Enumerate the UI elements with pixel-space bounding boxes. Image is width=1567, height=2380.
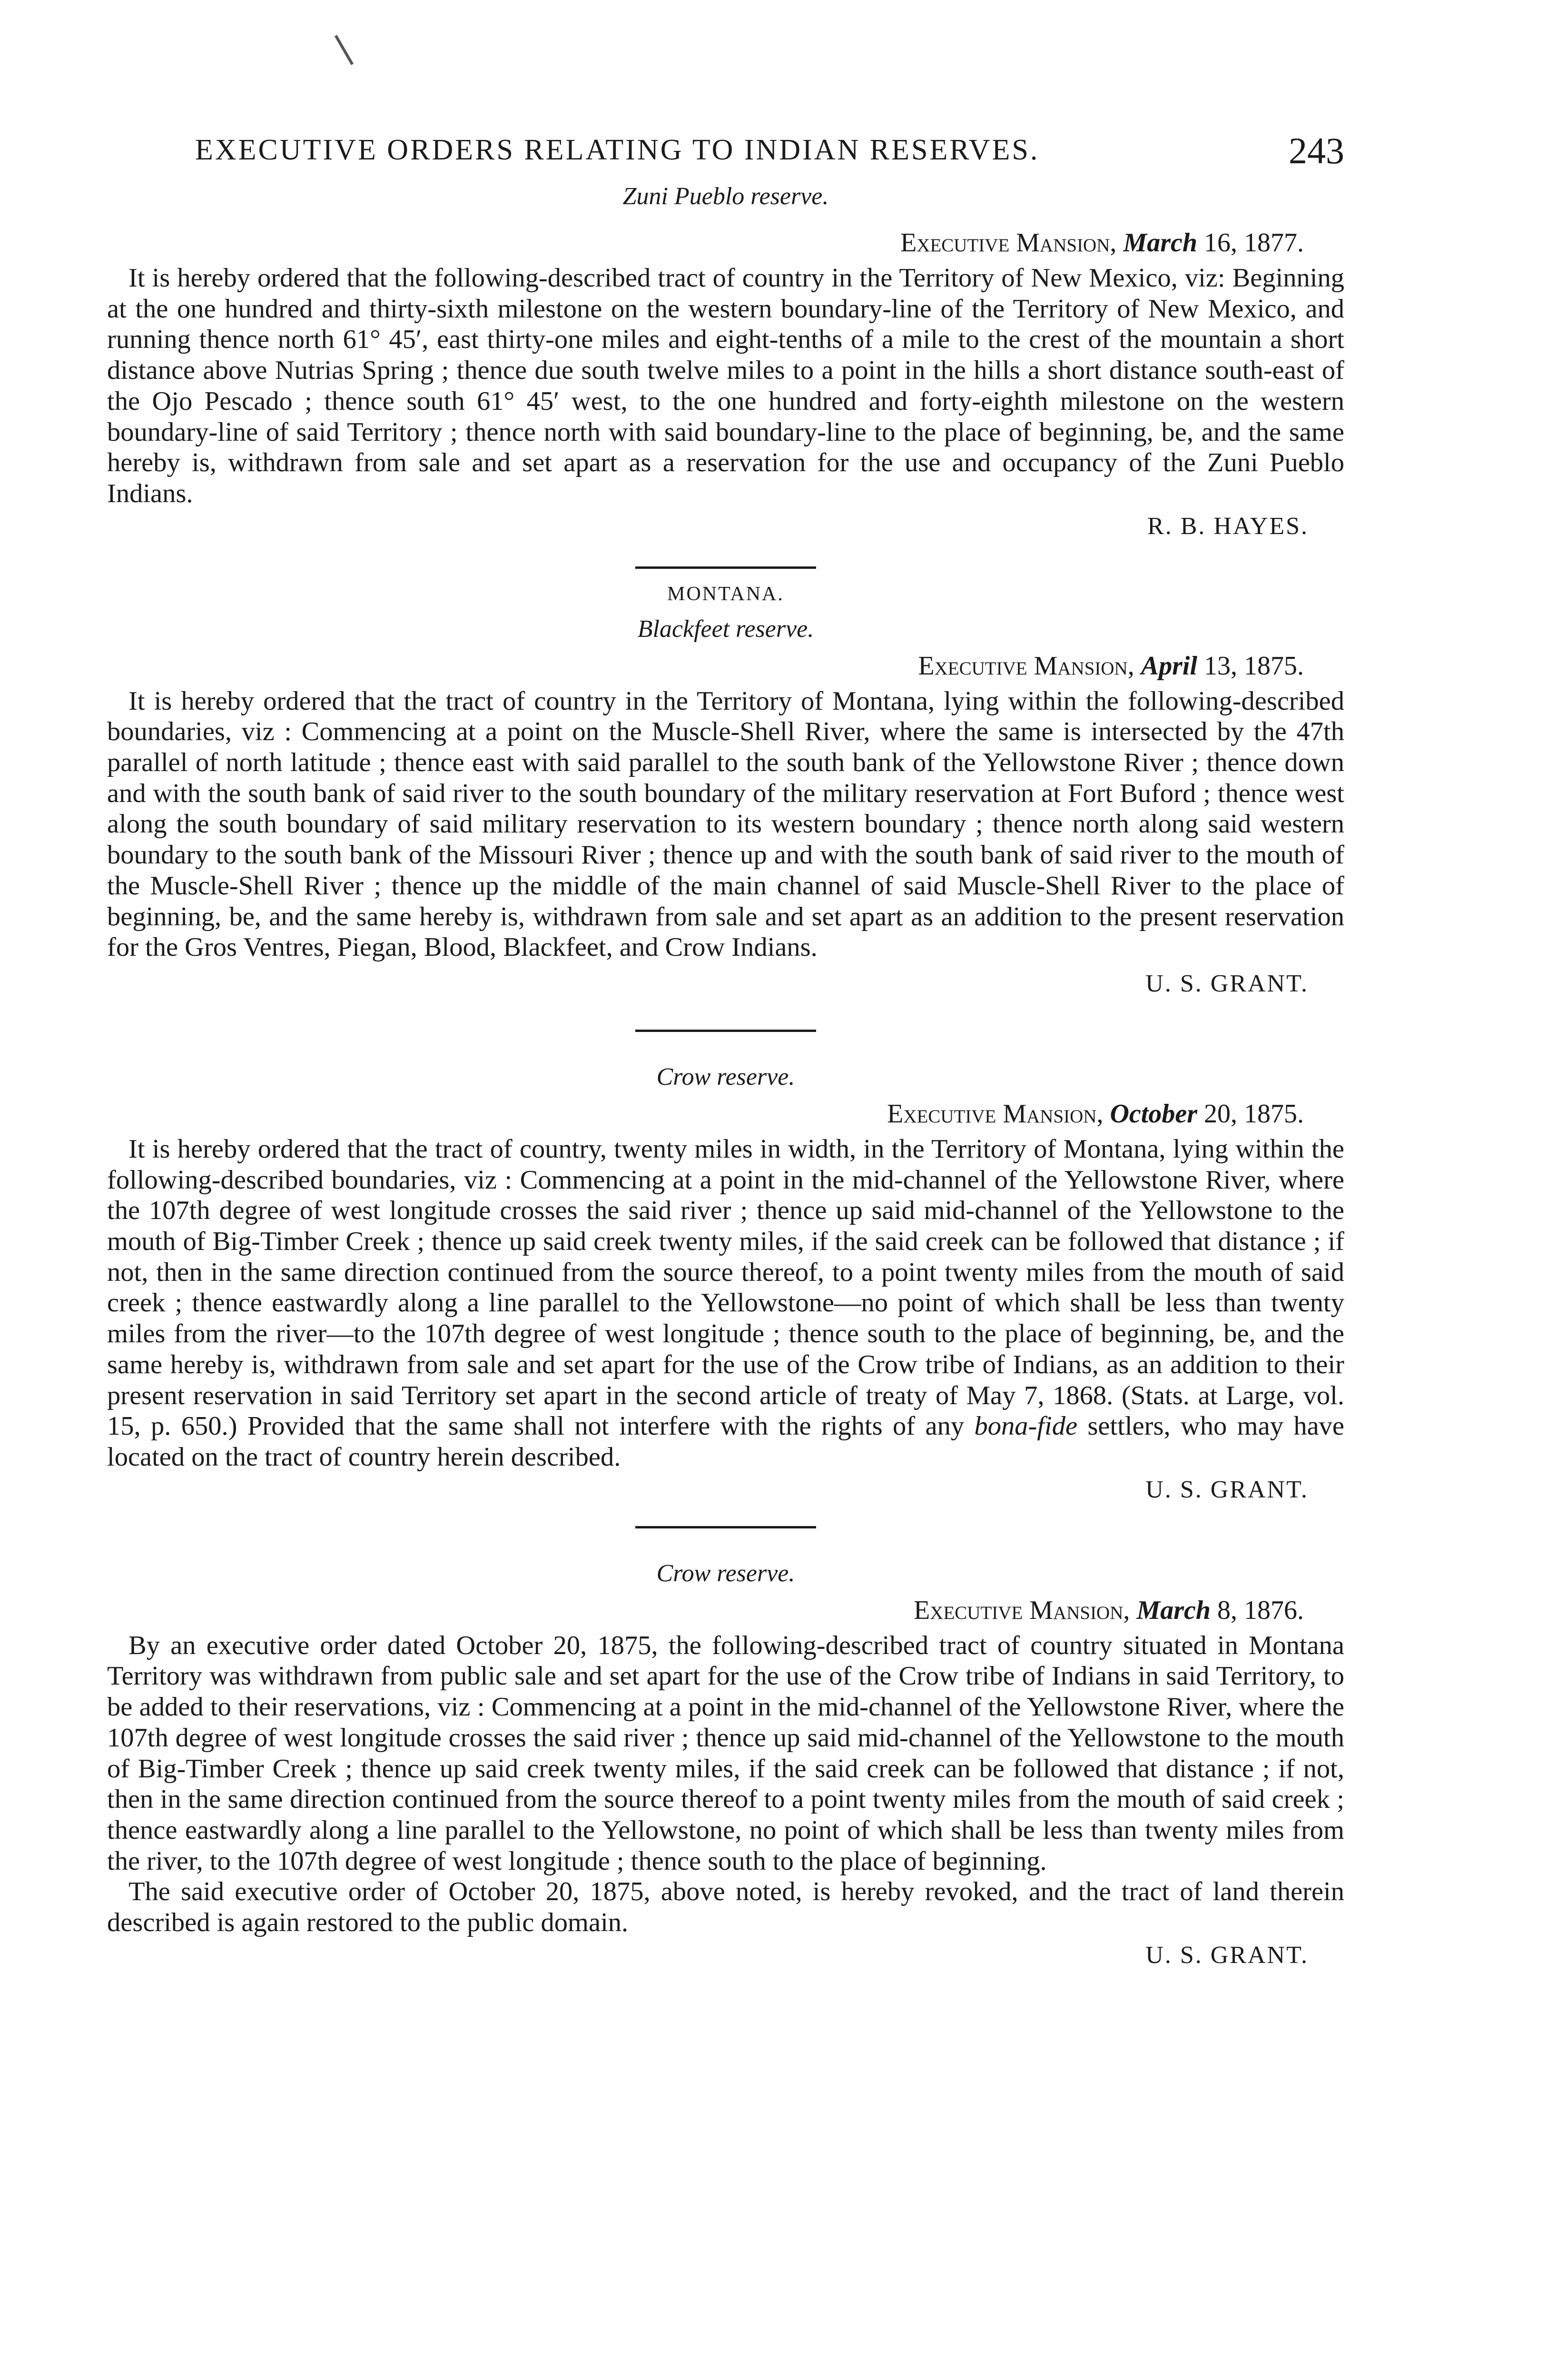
signature: U. S. GRANT. (1145, 970, 1309, 997)
scan-mark (335, 35, 354, 65)
page-number: 243 (1289, 130, 1344, 171)
dateline-place: Executive Mansion, (918, 651, 1134, 681)
signature: U. S. GRANT. (1145, 1476, 1309, 1503)
section-heading: Zuni Pueblo reserve. (622, 183, 829, 210)
state-heading: MONTANA. (667, 583, 784, 605)
section-zuni-pueblo (107, 180, 1344, 544)
dateline-place: Executive Mansion, (887, 1099, 1104, 1129)
dateline-place: Executive Mansion, (900, 228, 1117, 258)
dateline (107, 646, 1344, 686)
section-heading: Crow reserve. (656, 1559, 795, 1587)
order-text-revocation: The said executive order of October 20, 1875, above noted, is hereby revoked, and the tract of land therein described is again restored to the public domain. (107, 1877, 1344, 1938)
order-text-end: settlers, who may have located on the tract of country herein described. (107, 1411, 1345, 1472)
dateline-year: 20, 1875. (1204, 1099, 1304, 1129)
dateline-year: 8, 1876. (1217, 1595, 1304, 1625)
section-divider (635, 566, 816, 569)
section-divider (635, 1526, 816, 1528)
section-crow-1876 (107, 1557, 1344, 1973)
book-page (107, 119, 1344, 1973)
running-head (107, 119, 1344, 171)
dateline (107, 1590, 1344, 1630)
dateline-month: March (1136, 1595, 1211, 1625)
order-text-main: It is hereby ordered that the tract of country, twenty miles in width, in the Territory of Montana, lying within the following-described boundaries, viz : Commencing at a point in the mid-channel of the Yellowstone River, where the 107th degree of west longitude crosses the said river ; thence up said mid-channel of the Yellowstone to the mouth of Big-Timber Creek ; thence up said creek twenty miles, if the said creek can be followed that distance ; if not, then in the same direction continued from the source thereof, to a point twenty miles from the mouth of said creek ; thence eastwardly along a line parallel to the Yellowstone—no point of which shall be less than twenty miles from the river—to the 107th degree of west longitude ; thence south to the place of beginning, be, and the same hereby is, withdrawn from sale and set apart for the use of the Crow tribe of Indians, as an addition to their present reservation in said Territory set apart in the second article of treaty of May 7, 1868. (Stats. at Large, vol. 15, p. 650.) Provided that the same shall not interfere with the rights of any (107, 1134, 1344, 1441)
section-divider (635, 1030, 816, 1032)
order-text: By an executive order dated October 20, 1875, the following-described tract of country situated in Montana Territory was withdrawn from public sale and set apart for the use of the Crow tribe of Indians in said Territory, to be added to their reservations, viz : Commencing at a point in the mid-channel of the Yellowstone River, where the 107th degree of west longitude crosses the said river ; thence up said mid-channel of the Yellowstone to the mouth of Big-Timber Creek ; thence up said creek twenty miles, if the said creek can be followed that distance ; if not, then in the same direction continued from the source thereof to a point twenty miles from the mouth of said creek ; thence eastwardly along a line parallel to the Yellowstone, no point of which shall be less than twenty miles from the river, to the 107th degree of west longitude ; thence south to the place of beginning. (107, 1630, 1344, 1876)
running-head-title: EXECUTIVE ORDERS RELATING TO INDIAN RESERVES. (195, 134, 1040, 166)
section-heading: Blackfeet reserve. (637, 615, 814, 643)
dateline-month: April (1141, 651, 1197, 681)
section-blackfeet (107, 578, 1344, 1001)
section-crow-1875 (107, 1061, 1344, 1507)
signature: U. S. GRANT. (1145, 1941, 1309, 1969)
dateline-year: 13, 1875. (1204, 651, 1304, 681)
dateline (107, 223, 1344, 263)
dateline-place: Executive Mansion, (914, 1595, 1130, 1625)
section-heading: Crow reserve. (656, 1063, 795, 1091)
dateline (107, 1094, 1344, 1134)
order-text: It is hereby ordered that the tract of country in the Territory of Montana, lying within the following-described boundaries, viz : Commencing at a point on the Muscle-Shell River, where the same is intersected by the 47th parallel of north latitude ; thence east with said parallel to the south bank of the Yellowstone River ; thence down and with the south bank of said river to the south boundary of the military reservation at Fort Buford ; thence west along the south boundary of said military reservation to its western boundary ; thence north along said western boundary to the south bank of the Missouri River ; thence up and with the south bank of said river to the mouth of the Muscle-Shell River ; thence up the middle of the main channel of said Muscle-Shell River to the place of beginning, be, and the same hereby is, withdrawn from sale and set apart as an addition to the present reservation for the Gros Ventres, Piegan, Blood, Blackfeet, and Crow Indians. (107, 686, 1344, 962)
dateline-year: 16, 1877. (1204, 228, 1304, 258)
order-text (107, 1134, 1344, 1473)
dateline-month: March (1123, 228, 1197, 258)
signature: R. B. HAYES. (1147, 512, 1309, 540)
order-text-italic: bona-fide (974, 1411, 1078, 1441)
dateline-month: October (1110, 1099, 1197, 1129)
order-text: It is hereby ordered that the following-described tract of country in the Territory of New Mexico, viz: Beginning at the one hundred and thirty-sixth milestone on the western boundary-line of the Territory of New Mexico, and running thence north 61° 45′, east thirty-one miles and eight-tenths of a mile to the crest of the mountain a short distance above Nutrias Spring ; thence due south twelve miles to a point in the hills a short distance south-east of the Ojo Pescado ; thence south 61° 45′ west, to the one hundred and forty-eighth milestone on the western boundary-line of said Territory ; thence north with said boundary-line to the place of beginning, be, and the same hereby is, withdrawn from sale and set apart as a reservation for the use and occupancy of the Zuni Pueblo Indians. (107, 263, 1344, 508)
